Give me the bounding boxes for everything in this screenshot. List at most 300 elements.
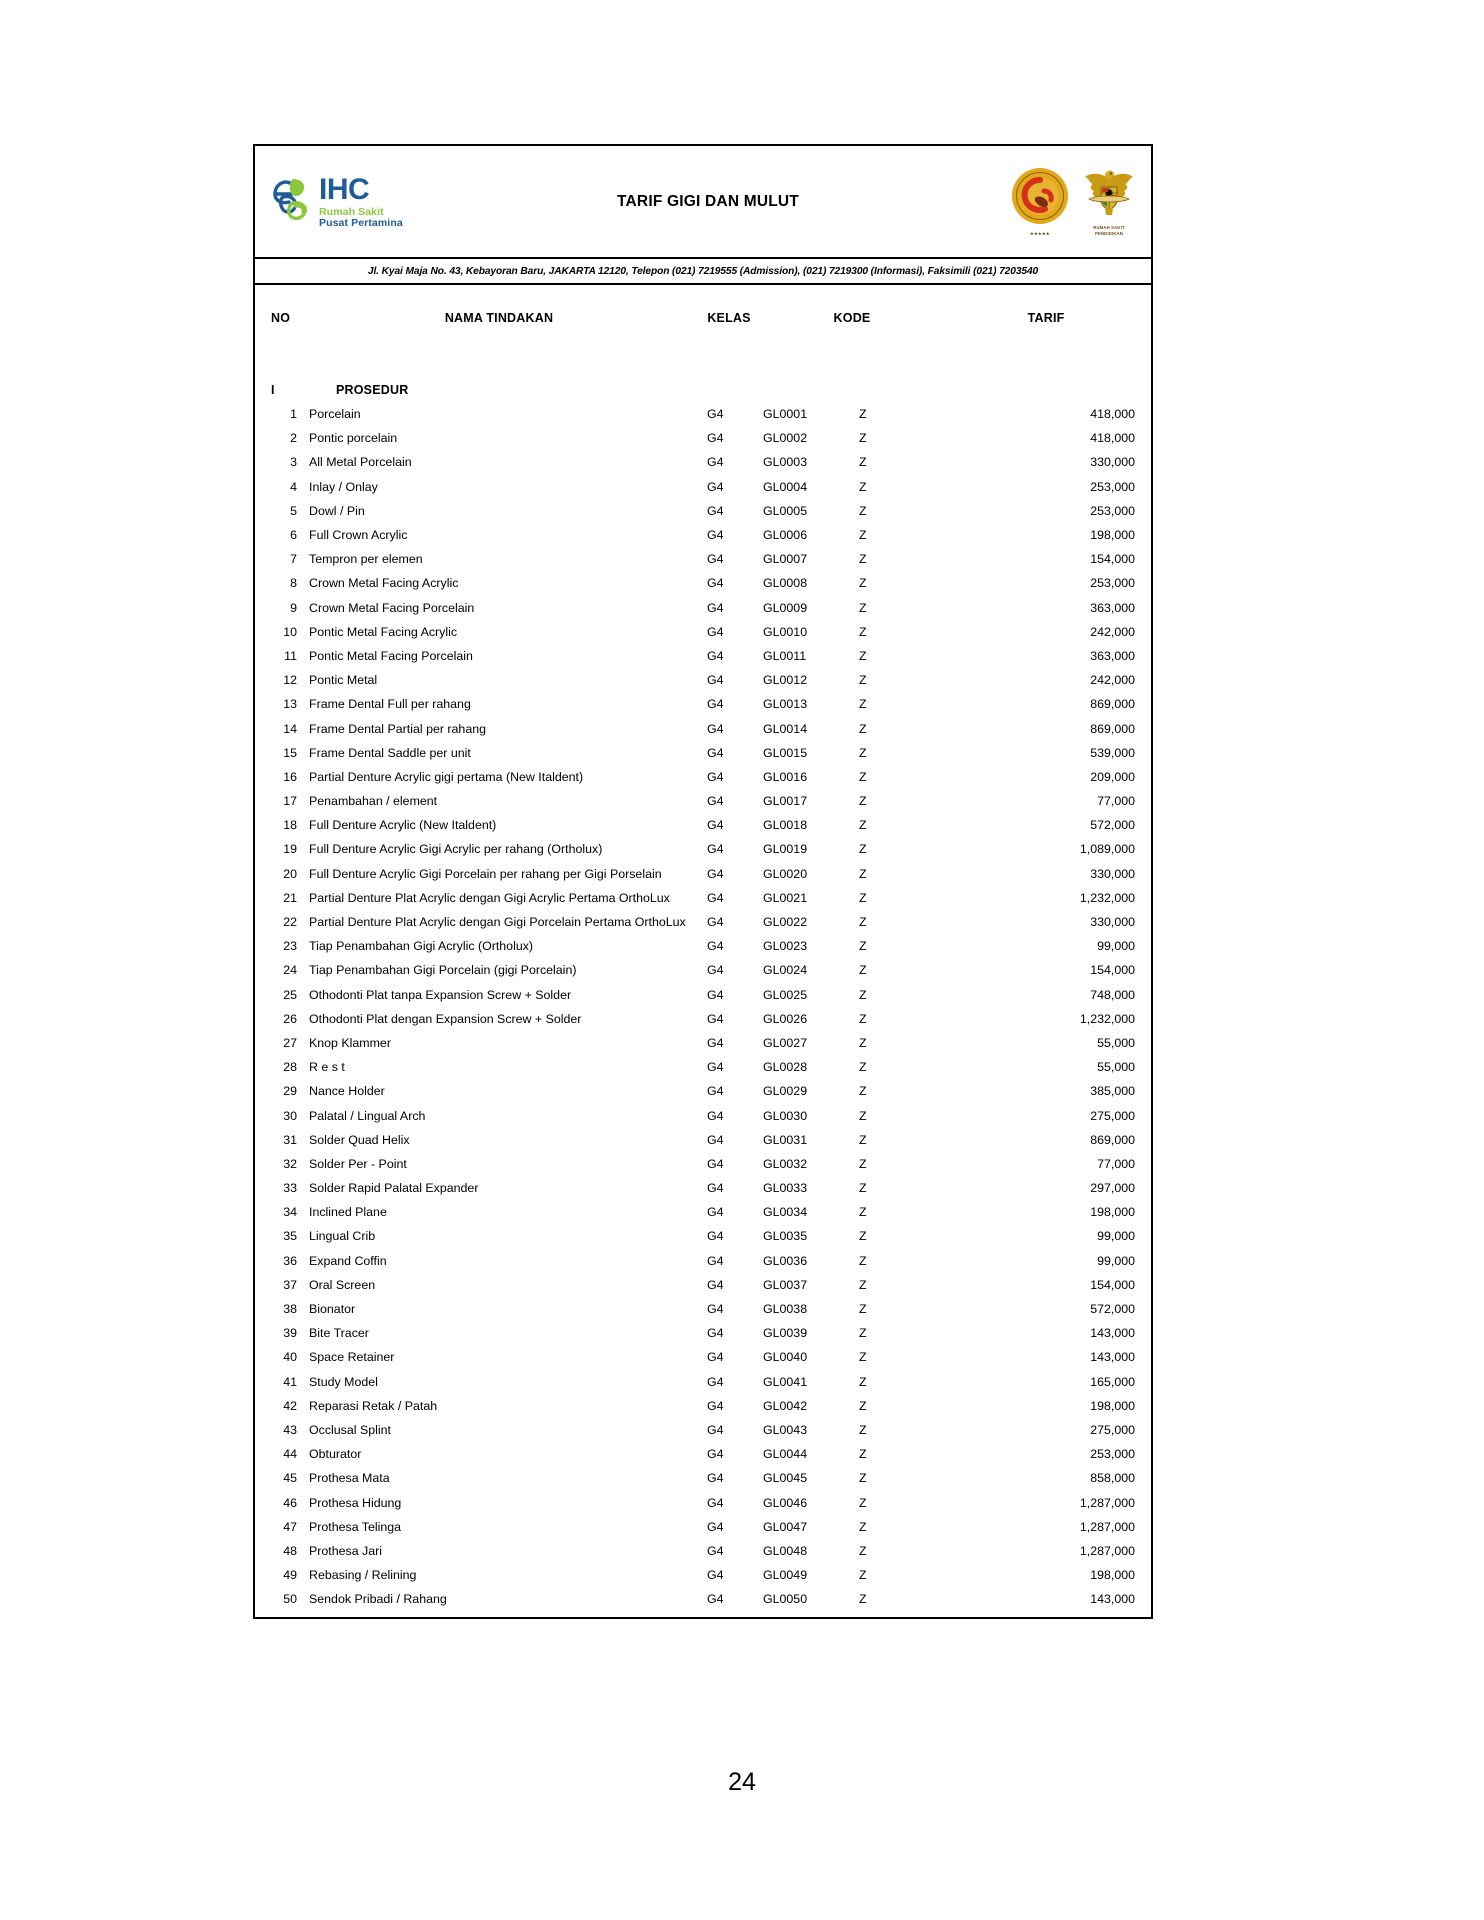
row-kode: GL0019 [763, 842, 808, 857]
row-kelas: G4 [707, 1519, 724, 1534]
address-bar [255, 259, 1151, 285]
row-number: 6 [290, 528, 297, 543]
table-row [255, 450, 1151, 474]
row-kelas: G4 [707, 1205, 724, 1220]
row-tarif: 77,000 [1097, 1156, 1136, 1171]
row-kelas: G4 [707, 1084, 724, 1099]
table-spacer [255, 351, 1151, 377]
row-tarif: 1,287,000 [1079, 1519, 1136, 1534]
row-tarif: 1,232,000 [1079, 1011, 1136, 1026]
row-tarif: 198,000 [1090, 1205, 1136, 1220]
table-row [255, 499, 1151, 523]
row-kode: GL0050 [763, 1592, 808, 1607]
row-kelas: G4 [707, 455, 724, 470]
column-header-tarif: TARIF [1027, 311, 1065, 325]
row-tarif: 297,000 [1090, 1181, 1136, 1196]
table-row [255, 426, 1151, 450]
row-tarif: 1,089,000 [1079, 842, 1136, 857]
row-number: 28 [283, 1060, 297, 1075]
row-kelas: G4 [707, 431, 724, 446]
row-tarif: 748,000 [1090, 987, 1136, 1002]
row-tarif: 385,000 [1090, 1084, 1136, 1099]
logo-subtitle-line1: Rumah Sakit [319, 205, 384, 218]
teaching-caption-line2: PENDIDIKAN [1094, 230, 1124, 236]
row-number: 7 [290, 552, 297, 567]
row-number: 10 [283, 624, 297, 639]
row-number: 12 [283, 673, 297, 688]
row-kelas: G4 [707, 1568, 724, 1583]
row-tarif: 539,000 [1090, 745, 1136, 760]
row-tarif: 1,232,000 [1079, 890, 1136, 905]
row-kode: GL0008 [763, 576, 808, 591]
row-name: Pontic Metal Facing Acrylic [309, 624, 458, 639]
row-kelas: G4 [707, 939, 724, 954]
row-tarif: 198,000 [1090, 1398, 1136, 1413]
row-number: 19 [283, 842, 297, 857]
row-kode: GL0038 [763, 1302, 808, 1317]
hospital-logo [269, 172, 459, 229]
row-kode: GL0013 [763, 697, 808, 712]
row-tarif: 869,000 [1090, 697, 1136, 712]
row-kode: GL0049 [763, 1568, 808, 1583]
row-kode: GL0014 [763, 721, 808, 736]
row-kelas: G4 [707, 1060, 724, 1075]
table-row [255, 910, 1151, 934]
row-kode: GL0035 [763, 1229, 808, 1244]
row-name: Obturator [309, 1447, 362, 1462]
table-row [255, 958, 1151, 982]
row-number: 40 [283, 1350, 297, 1365]
row-tarif: 198,000 [1090, 528, 1136, 543]
table-row [255, 596, 1151, 620]
row-number: 36 [283, 1253, 297, 1268]
table-row [255, 571, 1151, 595]
row-z-flag: Z [859, 915, 867, 930]
row-name: Bite Tracer [309, 1326, 369, 1341]
table-row [255, 983, 1151, 1007]
row-kode: GL0036 [763, 1253, 808, 1268]
row-number: 2 [290, 431, 297, 446]
row-kelas: G4 [707, 624, 724, 639]
row-z-flag: Z [859, 1011, 867, 1026]
row-kode: GL0044 [763, 1447, 808, 1462]
row-number: 11 [284, 648, 297, 663]
row-kode: GL0028 [763, 1060, 808, 1075]
row-name: Inlay / Onlay [309, 479, 378, 494]
row-tarif: 242,000 [1090, 624, 1136, 639]
row-tarif: 275,000 [1090, 1108, 1136, 1123]
table-row [255, 1466, 1151, 1490]
row-z-flag: Z [859, 1592, 867, 1607]
table-row [255, 789, 1151, 813]
row-z-flag: Z [859, 794, 867, 809]
row-kelas: G4 [707, 818, 724, 833]
row-number: 49 [283, 1568, 297, 1583]
row-number: 34 [283, 1205, 297, 1220]
table-row [255, 1370, 1151, 1394]
row-name: Dowl / Pin [309, 503, 365, 518]
row-kode: GL0001 [763, 407, 808, 422]
row-z-flag: Z [859, 1060, 867, 1075]
row-number: 26 [283, 1011, 297, 1026]
row-tarif: 77,000 [1097, 794, 1136, 809]
row-tarif: 55,000 [1097, 1060, 1136, 1075]
row-number: 15 [283, 745, 297, 760]
address-text: Jl. Kyai Maja No. 43, Kebayoran Baru, JAKARTA 12120, Telepon (021) 7219555 (Admission), (021) 7219300 (Informasi), Faksimili (021) 7203540 [367, 265, 1039, 277]
row-z-flag: Z [859, 745, 867, 760]
teaching-hospital-seal [1081, 167, 1137, 236]
row-kelas: G4 [707, 1543, 724, 1558]
row-tarif: 99,000 [1097, 1229, 1136, 1244]
row-kode: GL0023 [763, 939, 808, 954]
row-kelas: G4 [707, 552, 724, 567]
row-kode: GL0010 [763, 624, 808, 639]
row-kode: GL0015 [763, 745, 808, 760]
row-number: 1 [290, 407, 297, 422]
row-name: Solder Rapid Palatal Expander [309, 1181, 479, 1196]
row-tarif: 363,000 [1090, 600, 1136, 615]
table-row [255, 837, 1151, 861]
row-kode: GL0025 [763, 987, 808, 1002]
teaching-caption-line1: RUMAH SAKIT [1093, 225, 1125, 231]
row-z-flag: Z [859, 1035, 867, 1050]
row-name: R e s t [309, 1060, 345, 1075]
row-kode: GL0017 [763, 794, 808, 809]
row-name: Oral Screen [309, 1277, 376, 1292]
table-row [255, 1152, 1151, 1176]
table-row [255, 1394, 1151, 1418]
row-kelas: G4 [707, 794, 724, 809]
table-row [255, 1079, 1151, 1103]
row-number: 17 [283, 794, 297, 809]
row-z-flag: Z [859, 1108, 867, 1123]
table-row [255, 765, 1151, 789]
row-kelas: G4 [707, 697, 724, 712]
row-tarif: 418,000 [1090, 431, 1136, 446]
row-z-flag: Z [859, 939, 867, 954]
row-z-flag: Z [859, 1302, 867, 1317]
table-row [255, 644, 1151, 668]
row-kode: GL0011 [763, 648, 807, 663]
row-kelas: G4 [707, 745, 724, 760]
kars-seal-stars: ★★★★★ [1030, 230, 1050, 236]
row-tarif: 858,000 [1090, 1471, 1136, 1486]
row-tarif: 253,000 [1090, 576, 1136, 591]
row-tarif: 143,000 [1090, 1592, 1136, 1607]
row-kelas: G4 [707, 648, 724, 663]
table-row [255, 1200, 1151, 1224]
row-z-flag: Z [859, 1495, 867, 1510]
row-name: Solder Quad Helix [309, 1132, 410, 1147]
table-row [255, 1345, 1151, 1369]
row-number: 38 [283, 1302, 297, 1317]
row-name: Othodonti Plat tanpa Expansion Screw + Solder [309, 987, 572, 1002]
row-kelas: G4 [707, 963, 724, 978]
row-name: Tempron per elemen [309, 552, 423, 567]
table-row [255, 862, 1151, 886]
row-kelas: G4 [707, 407, 724, 422]
row-name: Lingual Crib [309, 1229, 376, 1244]
row-z-flag: Z [859, 842, 867, 857]
row-kode: GL0016 [763, 769, 808, 784]
row-z-flag: Z [859, 528, 867, 543]
row-number: 16 [283, 769, 297, 784]
table-row [255, 1563, 1151, 1587]
row-kode: GL0041 [763, 1374, 808, 1389]
row-kelas: G4 [707, 1277, 724, 1292]
table-row [255, 1176, 1151, 1200]
section-numeral: I [271, 382, 275, 397]
table-row [255, 523, 1151, 547]
row-name: Study Model [309, 1374, 378, 1389]
row-number: 24 [283, 963, 297, 978]
row-tarif: 330,000 [1090, 915, 1136, 930]
row-z-flag: Z [859, 1519, 867, 1534]
row-name: Full Crown Acrylic [309, 528, 408, 543]
row-kode: GL0047 [763, 1519, 808, 1534]
row-name: Porcelain [309, 407, 361, 422]
row-kode: GL0026 [763, 1011, 808, 1026]
row-tarif: 154,000 [1090, 963, 1136, 978]
row-kelas: G4 [707, 987, 724, 1002]
row-number: 39 [283, 1326, 297, 1341]
tariff-table-container [255, 285, 1151, 1617]
row-kode: GL0031 [763, 1132, 808, 1147]
row-name: Partial Denture Plat Acrylic dengan Gigi Acrylic Pertama OrthoLux [309, 890, 670, 905]
row-number: 5 [290, 503, 297, 518]
ihc-leaf-icon [269, 175, 315, 228]
row-name: Full Denture Acrylic Gigi Acrylic per rahang (Ortholux) [309, 842, 603, 857]
table-bottom-padding [255, 1611, 1151, 1617]
row-kelas: G4 [707, 1398, 724, 1413]
kars-seal-icon [1011, 167, 1069, 230]
table-row [255, 692, 1151, 716]
row-z-flag: Z [859, 1374, 867, 1389]
certification-seals [957, 167, 1137, 236]
row-kode: GL0009 [763, 600, 808, 615]
row-number: 4 [290, 479, 297, 494]
row-number: 20 [283, 866, 297, 881]
row-kelas: G4 [707, 1350, 724, 1365]
row-number: 32 [283, 1156, 297, 1171]
row-tarif: 572,000 [1090, 818, 1136, 833]
row-z-flag: Z [859, 1205, 867, 1220]
row-kode: GL0003 [763, 455, 808, 470]
row-name: Crown Metal Facing Porcelain [309, 600, 475, 615]
row-z-flag: Z [859, 407, 867, 422]
table-row [255, 1007, 1151, 1031]
row-kode: GL0004 [763, 479, 808, 494]
row-z-flag: Z [859, 1181, 867, 1196]
table-row [255, 1103, 1151, 1127]
row-tarif: 198,000 [1090, 1568, 1136, 1583]
row-number: 45 [283, 1471, 297, 1486]
row-name: Prothesa Hidung [309, 1495, 402, 1510]
row-kelas: G4 [707, 1302, 724, 1317]
row-tarif: 363,000 [1090, 648, 1136, 663]
table-row [255, 886, 1151, 910]
row-number: 3 [290, 455, 297, 470]
row-kode: GL0040 [763, 1350, 808, 1365]
row-tarif: 55,000 [1097, 1035, 1136, 1050]
row-kelas: G4 [707, 1132, 724, 1147]
row-kode: GL0006 [763, 528, 808, 543]
table-row [255, 934, 1151, 958]
row-z-flag: Z [859, 721, 867, 736]
row-tarif: 99,000 [1097, 1253, 1136, 1268]
column-header-name: NAMA TINDAKAN [444, 311, 554, 325]
row-kelas: G4 [707, 721, 724, 736]
row-z-flag: Z [859, 1156, 867, 1171]
table-row [255, 1515, 1151, 1539]
row-z-flag: Z [859, 1084, 867, 1099]
row-number: 21 [283, 890, 297, 905]
table-row [255, 547, 1151, 571]
row-kelas: G4 [707, 1447, 724, 1462]
row-kelas: G4 [707, 890, 724, 905]
row-kode: GL0045 [763, 1471, 808, 1486]
row-tarif: 143,000 [1090, 1350, 1136, 1365]
row-z-flag: Z [859, 600, 867, 615]
row-kode: GL0030 [763, 1108, 808, 1123]
row-kelas: G4 [707, 769, 724, 784]
document-frame [253, 144, 1153, 1619]
row-z-flag: Z [859, 890, 867, 905]
row-tarif: 253,000 [1090, 1447, 1136, 1462]
table-row [255, 1587, 1151, 1611]
row-number: 25 [283, 987, 297, 1002]
row-name: Solder Per - Point [309, 1156, 407, 1171]
section-header-row [255, 377, 1151, 402]
row-kelas: G4 [707, 1422, 724, 1437]
table-row [255, 668, 1151, 692]
row-kelas: G4 [707, 1035, 724, 1050]
row-name: Penambahan / element [309, 794, 438, 809]
row-name: Nance Holder [309, 1084, 385, 1099]
row-number: 46 [283, 1495, 297, 1510]
row-tarif: 154,000 [1090, 1277, 1136, 1292]
row-z-flag: Z [859, 1471, 867, 1486]
row-name: Rebasing / Relining [309, 1568, 417, 1583]
row-tarif: 154,000 [1090, 552, 1136, 567]
row-kode: GL0022 [763, 915, 808, 930]
row-name: Knop Klammer [309, 1035, 391, 1050]
row-z-flag: Z [859, 1350, 867, 1365]
table-row [255, 402, 1151, 426]
row-kelas: G4 [707, 1253, 724, 1268]
row-name: Reparasi Retak / Patah [309, 1398, 438, 1413]
column-header-kelas: KELAS [707, 311, 751, 325]
row-z-flag: Z [859, 1398, 867, 1413]
table-row [255, 1490, 1151, 1514]
row-kelas: G4 [707, 1471, 724, 1486]
row-kode: GL0024 [763, 963, 808, 978]
row-number: 43 [283, 1422, 297, 1437]
row-name: Pontic porcelain [309, 431, 398, 446]
table-row [255, 741, 1151, 765]
row-name: Partial Denture Acrylic gigi pertama (New Italdent) [309, 769, 584, 784]
row-z-flag: Z [859, 769, 867, 784]
row-tarif: 869,000 [1090, 721, 1136, 736]
row-kode: GL0039 [763, 1326, 808, 1341]
logo-letters: IHC [319, 172, 370, 206]
garuda-emblem-icon [1081, 167, 1137, 224]
row-tarif: 869,000 [1090, 1132, 1136, 1147]
row-number: 22 [283, 915, 297, 930]
row-name: Occlusal Splint [309, 1422, 391, 1437]
teaching-hospital-caption [1093, 225, 1125, 236]
row-name: Tiap Penambahan Gigi Porcelain (gigi Porcelain) [309, 963, 577, 978]
table-body [255, 351, 1151, 1611]
row-z-flag: Z [859, 1422, 867, 1437]
row-kelas: G4 [707, 1011, 724, 1026]
row-z-flag: Z [859, 1447, 867, 1462]
row-tarif: 165,000 [1090, 1374, 1136, 1389]
row-z-flag: Z [859, 987, 867, 1002]
row-number: 42 [283, 1398, 297, 1413]
row-tarif: 330,000 [1090, 455, 1136, 470]
row-name: Prothesa Telinga [309, 1519, 402, 1534]
row-z-flag: Z [859, 552, 867, 567]
row-number: 50 [283, 1592, 297, 1607]
document-header [255, 146, 1151, 259]
row-name: Prothesa Jari [309, 1543, 383, 1558]
row-z-flag: Z [859, 1277, 867, 1292]
page-title: TARIF GIGI DAN MULUT [617, 192, 799, 210]
title-container [459, 193, 957, 211]
row-z-flag: Z [859, 1543, 867, 1558]
row-name: Expand Coffin [309, 1253, 387, 1268]
row-tarif: 242,000 [1090, 673, 1136, 688]
row-kode: GL0027 [763, 1035, 808, 1050]
row-tarif: 253,000 [1090, 479, 1136, 494]
row-kelas: G4 [707, 1374, 724, 1389]
table-row [255, 1128, 1151, 1152]
page-number: 24 [728, 1768, 756, 1796]
row-number: 47 [283, 1519, 297, 1534]
row-kode: GL0005 [763, 503, 808, 518]
tariff-table [255, 285, 1151, 1611]
row-kelas: G4 [707, 1181, 724, 1196]
row-z-flag: Z [859, 1326, 867, 1341]
row-kode: GL0046 [763, 1495, 808, 1510]
row-tarif: 418,000 [1090, 407, 1136, 422]
table-row [255, 1031, 1151, 1055]
row-name: Bionator [309, 1302, 356, 1317]
row-name: Frame Dental Saddle per unit [309, 745, 471, 760]
row-kode: GL0029 [763, 1084, 808, 1099]
row-kelas: G4 [707, 576, 724, 591]
table-row [255, 1442, 1151, 1466]
row-kode: GL0048 [763, 1543, 808, 1558]
row-z-flag: Z [859, 576, 867, 591]
kars-accreditation-seal [1011, 167, 1069, 236]
row-name: Pontic Metal [309, 673, 378, 688]
row-name: Tiap Penambahan Gigi Acrylic (Ortholux) [309, 939, 534, 954]
row-number: 14 [283, 721, 297, 736]
row-number: 29 [283, 1084, 297, 1099]
row-kode: GL0021 [763, 890, 808, 905]
table-row [255, 1273, 1151, 1297]
row-z-flag: Z [859, 1568, 867, 1583]
row-kelas: G4 [707, 1108, 724, 1123]
row-kode: GL0043 [763, 1422, 808, 1437]
row-z-flag: Z [859, 503, 867, 518]
row-number: 9 [290, 600, 297, 615]
row-name: Palatal / Lingual Arch [309, 1108, 426, 1123]
row-number: 18 [283, 818, 297, 833]
section-label: PROSEDUR [336, 382, 409, 397]
